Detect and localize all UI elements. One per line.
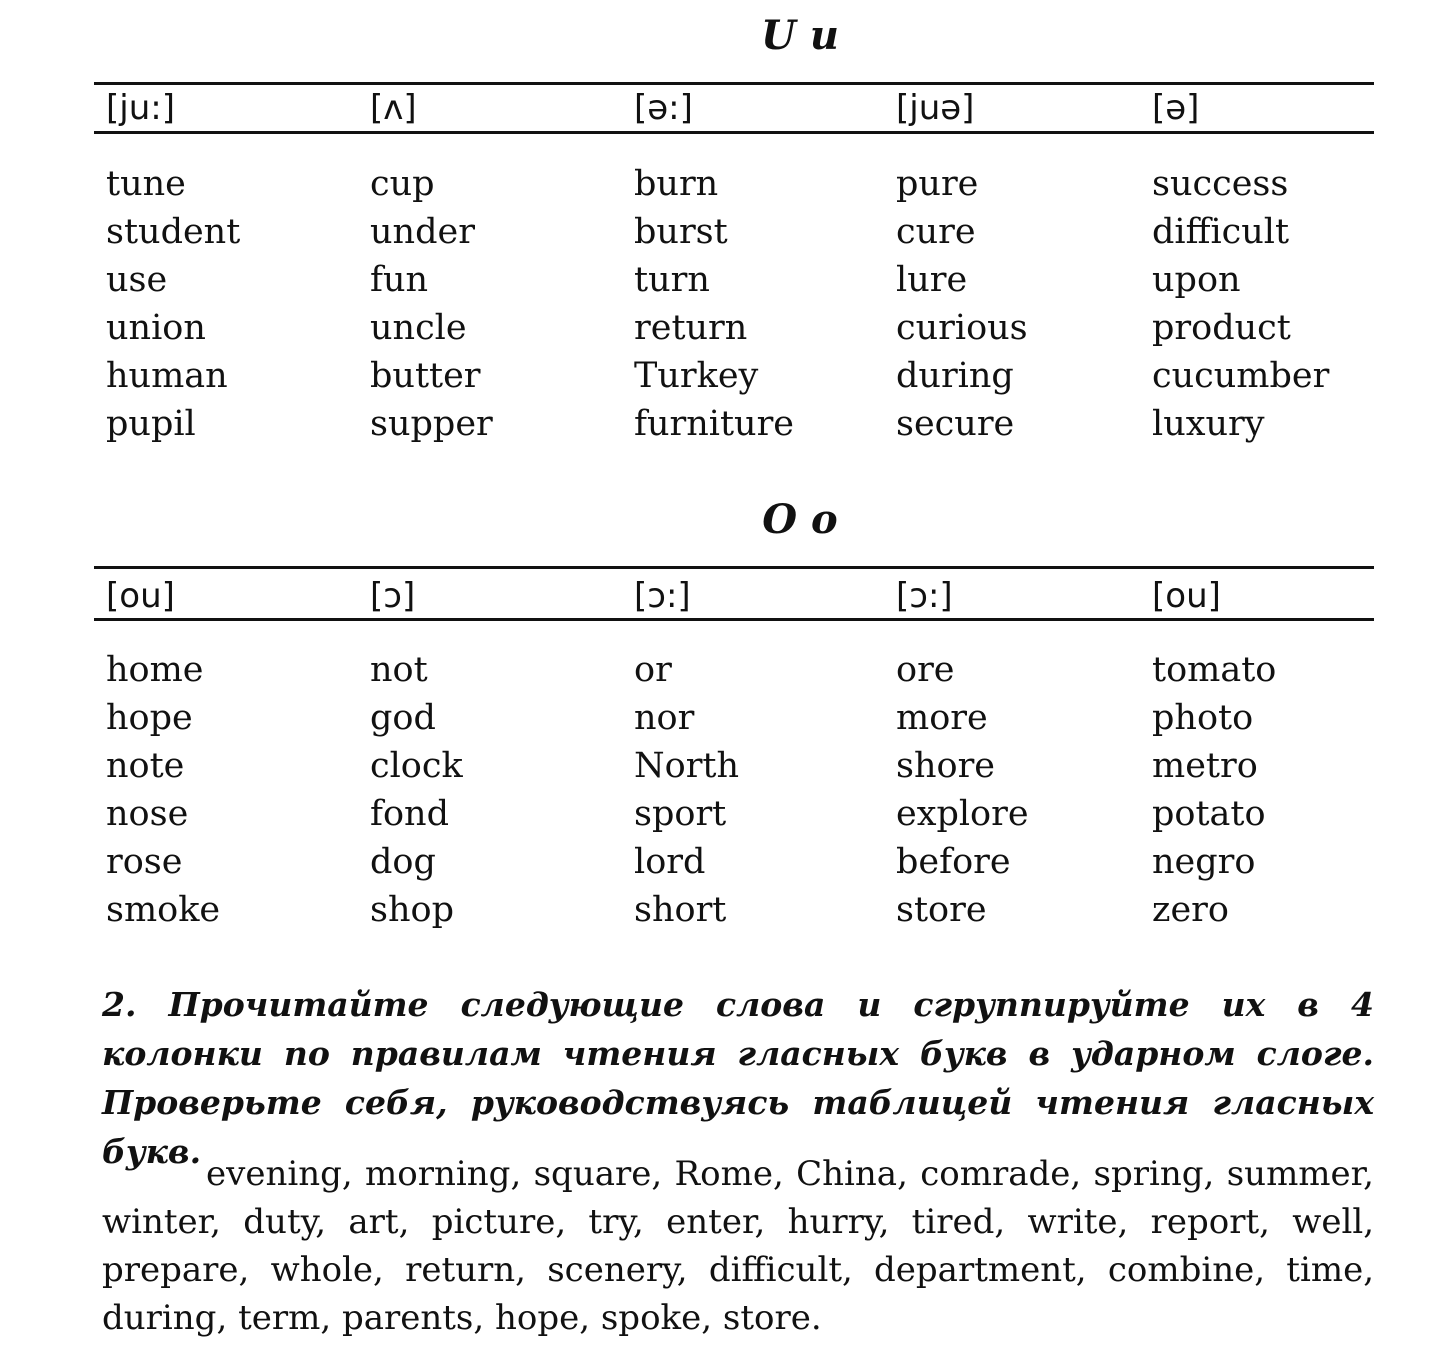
- table-row: [0, 648, 1456, 696]
- table-header-rule: [94, 131, 1374, 134]
- word-cell: nose: [106, 794, 189, 834]
- word-cell: difficult: [1152, 212, 1290, 252]
- word-cell: note: [106, 746, 185, 786]
- table-row: [0, 888, 1456, 936]
- word-cell: fun: [370, 260, 429, 300]
- phonetic-header: [ou]: [106, 576, 175, 616]
- word-cell: smoke: [106, 890, 221, 930]
- table-row: [0, 840, 1456, 888]
- word-cell: shop: [370, 890, 454, 930]
- word-cell: photo: [1152, 698, 1254, 738]
- word-cell: student: [106, 212, 241, 252]
- phonetic-header: [ʌ]: [370, 88, 417, 128]
- table-row: [0, 306, 1456, 354]
- word-cell: more: [896, 698, 988, 738]
- phonetic-header: [ə]: [1152, 88, 1200, 128]
- table-row: [0, 402, 1456, 450]
- table-row: [0, 258, 1456, 306]
- table-row: [0, 210, 1456, 258]
- word-cell: dog: [370, 842, 436, 882]
- word-cell: pupil: [106, 404, 196, 444]
- table-top-rule: [94, 82, 1374, 85]
- word-cell: god: [370, 698, 436, 738]
- word-cell: ore: [896, 650, 955, 690]
- word-cell: furniture: [634, 404, 795, 444]
- word-cell: fond: [370, 794, 449, 834]
- word-cell: success: [1152, 164, 1289, 204]
- phonetic-header-row: [0, 576, 1456, 624]
- word-cell: curious: [896, 308, 1028, 348]
- word-cell: supper: [370, 404, 493, 444]
- word-cell: explore: [896, 794, 1029, 834]
- phonetic-header: [juə]: [896, 88, 975, 128]
- word-cell: metro: [1152, 746, 1258, 786]
- section-title-u: U u: [761, 12, 839, 59]
- word-cell: potato: [1152, 794, 1266, 834]
- phonetic-header: [ju:]: [106, 88, 175, 128]
- word-cell: luxury: [1152, 404, 1265, 444]
- word-cell: store: [896, 890, 987, 930]
- table-row: [0, 744, 1456, 792]
- word-cell: union: [106, 308, 206, 348]
- phonetic-header: [ou]: [1152, 576, 1221, 616]
- word-cell: pure: [896, 164, 979, 204]
- section-title-o: O o: [762, 496, 838, 543]
- phonetic-header: [ɔ:]: [634, 576, 691, 616]
- word-cell: secure: [896, 404, 1015, 444]
- word-cell: uncle: [370, 308, 467, 348]
- word-cell: or: [634, 650, 672, 690]
- word-cell: shore: [896, 746, 996, 786]
- word-cell: lure: [896, 260, 968, 300]
- exercise-task: 2. Прочитайте следующие слова и сгруппируйте их в 4 колонки по правилам чтения гласных букв в ударном слоге. Проверьте себя, руководствуясь таблицей чтения гласных букв.: [102, 985, 1374, 1171]
- word-cell: nor: [634, 698, 695, 738]
- word-cell: butter: [370, 356, 481, 396]
- table-row: [0, 792, 1456, 840]
- phonetic-header: [ə:]: [634, 88, 693, 128]
- word-cell: negro: [1152, 842, 1256, 882]
- word-cell: North: [634, 746, 740, 786]
- table-row: [0, 696, 1456, 744]
- word-cell: during: [896, 356, 1014, 396]
- phonetic-header: [ɔ]: [370, 576, 416, 616]
- table-row: [0, 162, 1456, 210]
- word-cell: upon: [1152, 260, 1241, 300]
- table-top-rule: [94, 566, 1374, 569]
- word-cell: human: [106, 356, 228, 396]
- word-cell: turn: [634, 260, 710, 300]
- exercise-word-list: evening, morning, square, Rome, China, comrade, spring, summer, winter, duty, art, picture, try, enter, hurry, tired, write, report, well, prepare, whole, return, scenery, difficult, department, combine, time, during, term, parents, hope, spoke, store.: [102, 1154, 1374, 1338]
- word-cell: use: [106, 260, 168, 300]
- word-cell: zero: [1152, 890, 1229, 930]
- phonetic-header: [ɔ:]: [896, 576, 953, 616]
- word-cell: tomato: [1152, 650, 1277, 690]
- word-cell: Turkey: [634, 356, 759, 396]
- word-cell: under: [370, 212, 475, 252]
- word-cell: product: [1152, 308, 1291, 348]
- word-cell: tune: [106, 164, 186, 204]
- table-row: [0, 354, 1456, 402]
- word-cell: cup: [370, 164, 435, 204]
- phonetic-header-row: [0, 88, 1456, 136]
- word-cell: before: [896, 842, 1011, 882]
- word-cell: hope: [106, 698, 193, 738]
- word-cell: not: [370, 650, 428, 690]
- table-header-rule: [94, 618, 1374, 621]
- word-cell: burn: [634, 164, 719, 204]
- word-cell: short: [634, 890, 727, 930]
- word-cell: rose: [106, 842, 183, 882]
- word-cell: cucumber: [1152, 356, 1330, 396]
- word-cell: clock: [370, 746, 463, 786]
- word-cell: sport: [634, 794, 727, 834]
- word-cell: cure: [896, 212, 976, 252]
- word-cell: burst: [634, 212, 728, 252]
- word-cell: home: [106, 650, 204, 690]
- word-cell: return: [634, 308, 748, 348]
- word-cell: lord: [634, 842, 706, 882]
